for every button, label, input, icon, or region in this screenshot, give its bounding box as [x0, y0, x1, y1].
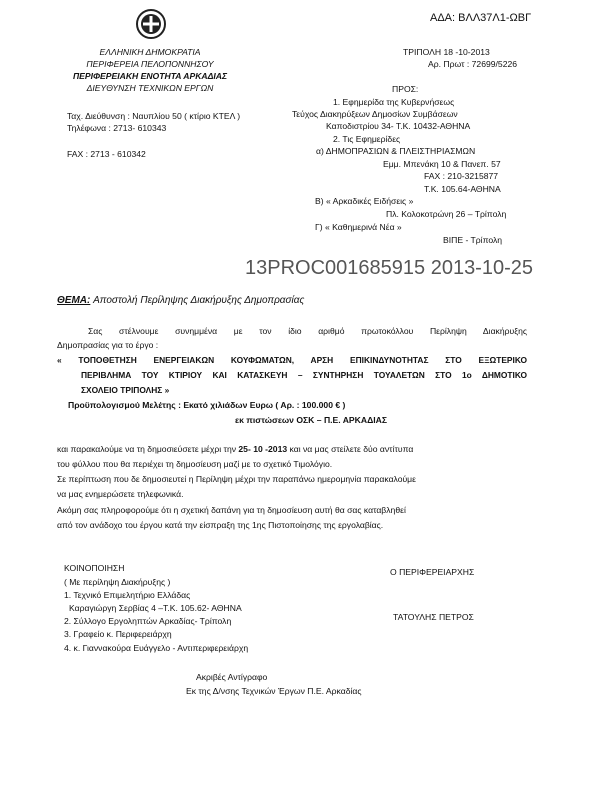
paragraph-line: από τον ανάδοχο του έργου κατά την είσπραξη της 1ης Πιστοποίησης της εργολαβίας. [57, 520, 384, 530]
recipient-line: Εμμ. Μπενάκη 10 & Πανεπ. 57 [383, 159, 501, 169]
project-title-line: « ΤΟΠΟΘΕΤΗΣΗ ΕΝΕΡΓΕΙΑΚΩΝ ΚΟΥΦΩΜΑΤΩΝ, ΑΡΣΗ ΕΠΙΚΙΝΔΥΝΟΤΗΤΑΣ ΣΤΟ ΕΞΩΤΕΡΙΚΟ [57, 355, 527, 365]
subject-label: ΘΕΜΑ: [57, 295, 91, 306]
recipient-line: Γ) « Καθημερινά Νέα » [315, 222, 402, 232]
header-line: ΕΛΛΗΝΙΚΗ ΔΗΜΟΚΡΑΤΙΑ [99, 47, 201, 57]
cc-line: 4. κ. Γιαννακούρα Ευάγγελο - Αντιπεριφερειάρχη [64, 643, 249, 653]
header-line: ΠΕΡΙΦΕΡΕΙΑΚΗ ΕΝΟΤΗΤΑ ΑΡΚΑΔΙΑΣ [72, 71, 228, 81]
recipient-line: Καποδιστρίου 34- Τ.Κ. 10432-ΑΘΗΝΑ [326, 121, 471, 131]
cc-line: Καραγιώργη Σερβίας 4 –Τ.Κ. 105.62- ΑΘΗΝΑ [69, 603, 242, 613]
project-title-line: ΣΧΟΛΕΙΟ ΤΡΙΠΟΛΗΣ » [81, 385, 170, 395]
header-line: ΔΙΕΥΘΥΝΣΗ ΤΕΧΝΙΚΩΝ ΕΡΓΩΝ [86, 83, 214, 93]
recipient-line: α) ΔΗΜΟΠΡΑΣΙΩΝ & ΠΛΕΙΣΤΗΡΙΑΣΜΩΝ [316, 146, 476, 156]
phone: Τηλέφωνα : 2713- 610343 [67, 123, 167, 133]
recipient-line: Πλ. Κολοκοτρώνη 26 – Τρίπολη [386, 209, 507, 219]
recipient-line: Β) « Αρκαδικές Ειδήσεις » [315, 196, 414, 206]
ada-code: ΑΔΑ: ΒΛΛ37Λ1-ΩΒΓ [430, 12, 532, 24]
text: και να μας στείλετε δύο αντίτυπα [287, 444, 414, 454]
watermark-stamp: 13PROC001685915 2013-10-25 [245, 257, 533, 279]
protocol-number: Αρ. Πρωτ : 72699/5226 [428, 59, 518, 69]
address: Ταχ. Διεύθυνση : Ναυπλίου 50 ( κτίριο ΚΤΕΛ ) [67, 111, 241, 121]
recipient-line: Τ.Κ. 105.64-ΑΘΗΝΑ [424, 184, 501, 194]
paragraph-line: του φύλλου που θα περιέχει τη δημοσίευση μαζί με το σχετικό Τιμολόγιο. [57, 459, 333, 469]
subject-text: Αποστολή Περίληψης Διακήρυξης Δημοπρασίας [93, 295, 305, 306]
date-line: ΤΡΙΠΟΛΗ 18 -10-2013 [403, 47, 490, 57]
header-line: ΠΕΡΙΦΕΡΕΙΑ ΠΕΛΟΠΟΝΝΗΣΟΥ [86, 59, 214, 69]
recipient-line: ΒΙΠΕ - Τρίπολη [443, 235, 503, 245]
funding: εκ πιστώσεων ΟΣΚ – Π.Ε. ΑΡΚΑΔΙΑΣ [235, 415, 388, 425]
deadline-date: 25- 10 -2013 [238, 444, 288, 454]
cc-label: ΚΟΙΝΟΠΟΙΗΣΗ [64, 563, 125, 573]
recipient-line: 2. Τις Εφημερίδες [333, 134, 401, 144]
signer-name: ΤΑΤΟΥΛΗΣ ΠΕΤΡΟΣ [393, 612, 474, 622]
paragraph-1-line [57, 444, 413, 455]
copy-note: Εκ της Δ/νσης Τεχνικών Έργων Π.Ε. Αρκαδίας [186, 686, 362, 696]
recipient-line: Τεύχος Διακηρύξεων Δημοσίων Συμβάσεων [292, 109, 458, 119]
paragraph-line: Σε περίπτωση που δε δημοσιευτεί η Περίληψη μέχρι την παραπάνω ημερομηνία παρακαλούμε [57, 474, 416, 484]
copy-note: Ακριβές Αντίγραφο [196, 672, 268, 682]
recipient-line: 1. Εφημερίδα της Κυβερνήσεως [333, 97, 455, 107]
paragraph-line: να μας ενημερώσετε τηλεφωνικά. [57, 489, 184, 499]
cc-line: 2. Σύλλογο Εργοληπτών Αρκαδίας- Τρίπολη [64, 616, 232, 626]
text: και παρακαλούμε να τη δημοσιεύσετε μέχρι την [57, 444, 239, 454]
cc-line: 3. Γραφείο κ. Περιφερειάρχη [64, 629, 172, 639]
intro-line: Δημοπρασίας για το έργο : [57, 340, 159, 350]
greek-coat-of-arms-seal [135, 8, 167, 40]
subject [57, 294, 304, 307]
intro-line: Σας στέλνουμε συνημμένα με τον ίδιο αριθμό πρωτοκόλλου Περίληψη Διακήρυξης [88, 326, 527, 336]
fax: FAX : 2713 - 610342 [67, 149, 146, 159]
cc-line: 1. Τεχνικό Επιμελητήριο Ελλάδας [64, 590, 191, 600]
recipients-label: ΠΡΟΣ: [392, 84, 419, 94]
recipient-line: FAX : 210-3215877 [424, 171, 499, 181]
paragraph-line: Ακόμη σας πληροφορούμε ότι η σχετική δαπάνη για τη δημοσίευση αυτή θα σας καταβληθεί [57, 505, 406, 515]
project-title-line: ΠΕΡΙΒΛΗΜΑ ΤΟΥ ΚΤΙΡΙΟΥ ΚΑΙ ΚΑΤΑΣΚΕΥΗ – ΣΥΝΤΗΡΗΣΗ ΤΟΥΑΛΕΤΩΝ ΣΤΟ 1ο ΔΗΜΟΤΙΚΟ [81, 370, 527, 380]
signer-title: Ο ΠΕΡΙΦΕΡΕΙΑΡΧΗΣ [390, 567, 475, 577]
budget: Προϋπολογισμού Μελέτης : Εκατό χιλιάδων Ευρω ( Αρ. : 100.000 € ) [68, 400, 346, 410]
cc-line: ( Με περίληψη Διακήρυξης ) [64, 577, 171, 587]
